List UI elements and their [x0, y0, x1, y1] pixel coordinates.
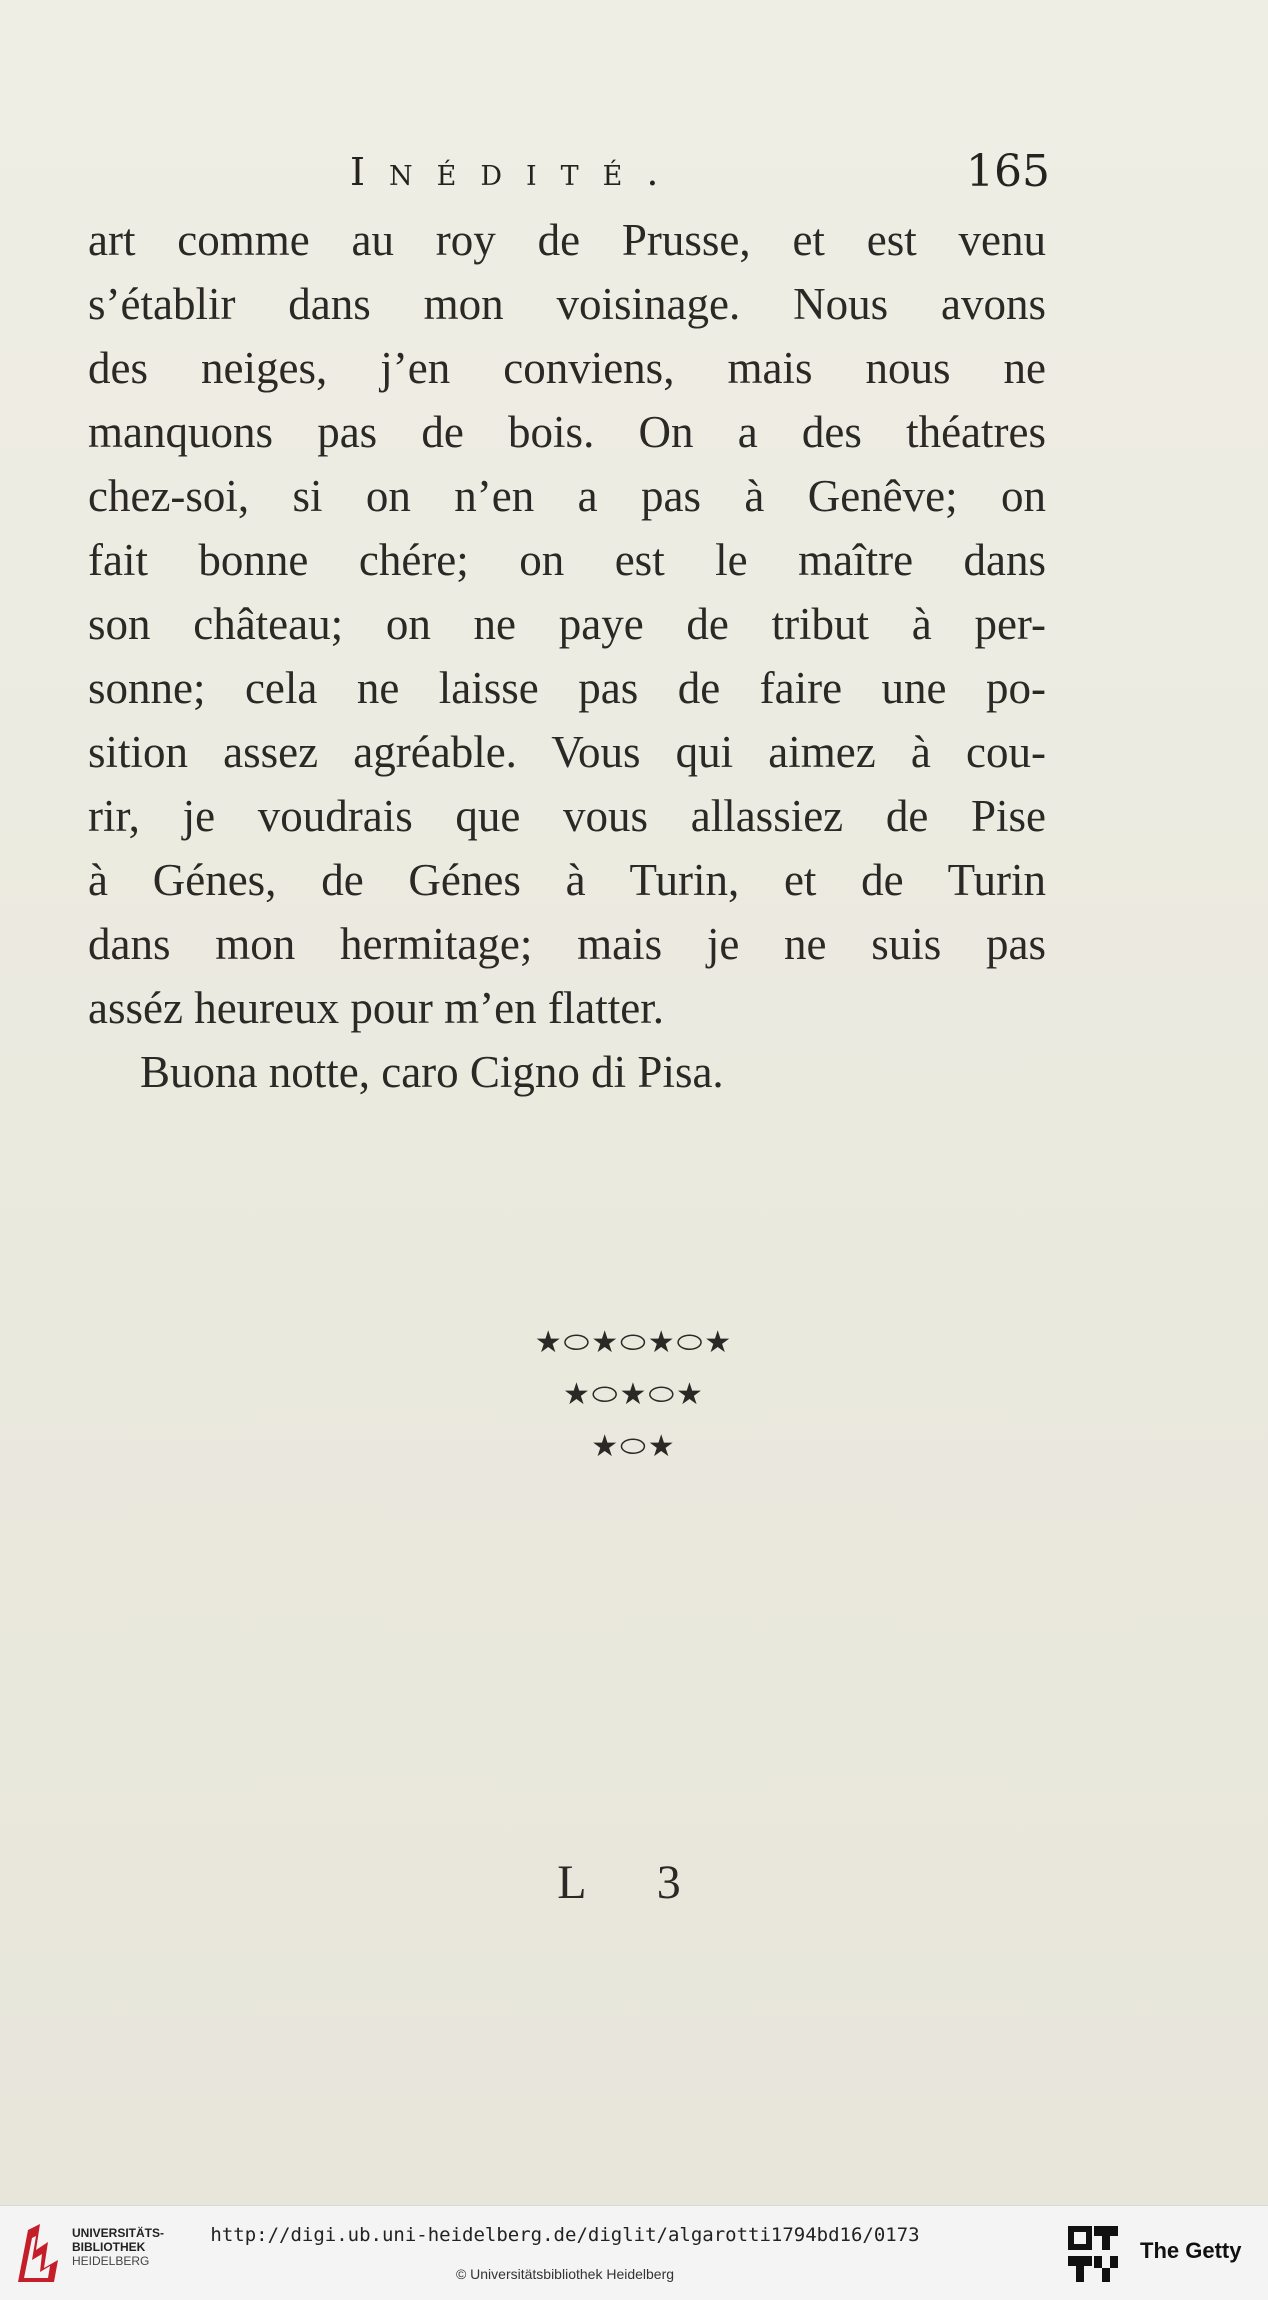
- text-line: dans mon hermitage; mais je ne suis pas: [88, 919, 1046, 969]
- library-name-line: BIBLIOTHEK: [72, 2240, 146, 2254]
- signature-mark: L 3: [557, 1856, 711, 1909]
- text-line: rir, je voudrais que vous allassiez de Pise: [88, 791, 1046, 841]
- partner-name: The Getty: [1140, 2238, 1242, 2263]
- copyright-notice: © Universitätsbibliothek Heidelberg: [455, 2266, 675, 2282]
- text-line: manquons pas de bois. On a des théatres: [88, 407, 1046, 457]
- text-line: fait bonne chére; on est le maître dans: [88, 535, 1046, 585]
- permalink-url[interactable]: http://digi.ub.uni-heidelberg.de/diglit/algarotti1794bd16/0173: [210, 2224, 920, 2246]
- library-name-line: HEIDELBERG: [72, 2254, 150, 2268]
- page-header: [350, 146, 1050, 210]
- text-line: s’établir dans mon voisinage. Nous avons: [88, 279, 1046, 329]
- ornament-row: ★⬭★: [591, 1429, 677, 1464]
- letter-text: [88, 208, 1046, 1104]
- text-line: art comme au roy de Prusse, et est venu: [88, 215, 1046, 265]
- text-line: sonne; cela ne laisse pas de faire une po-: [88, 663, 1046, 713]
- library-name-line: UNIVERSITÄTS-: [72, 2226, 165, 2240]
- text-line: chez-soi, si on n’en a pas à Genêve; on: [88, 471, 1046, 521]
- signoff-line: Buona notte, caro Cigno di Pisa.: [140, 1047, 724, 1097]
- text-line: sition assez agréable. Vous qui aimez à cou-: [88, 727, 1046, 777]
- text-line: des neiges, j’en conviens, mais nous ne: [88, 343, 1046, 393]
- text-line: asséz heureux pour m’en flatter.: [88, 983, 665, 1033]
- ornament-row: ★⬭★⬭★⬭★: [534, 1325, 734, 1360]
- viewer-footer: [0, 2205, 1268, 2300]
- ornament-row: ★⬭★⬭★: [563, 1377, 705, 1412]
- text-line: son château; on ne paye de tribut à per-: [88, 599, 1046, 649]
- page-number: 165: [966, 146, 1050, 197]
- text-line: à Génes, de Génes à Turin, et de Turin: [88, 855, 1046, 905]
- getty-logo-icon: [1066, 2224, 1120, 2284]
- running-title: Inédité.: [350, 150, 683, 194]
